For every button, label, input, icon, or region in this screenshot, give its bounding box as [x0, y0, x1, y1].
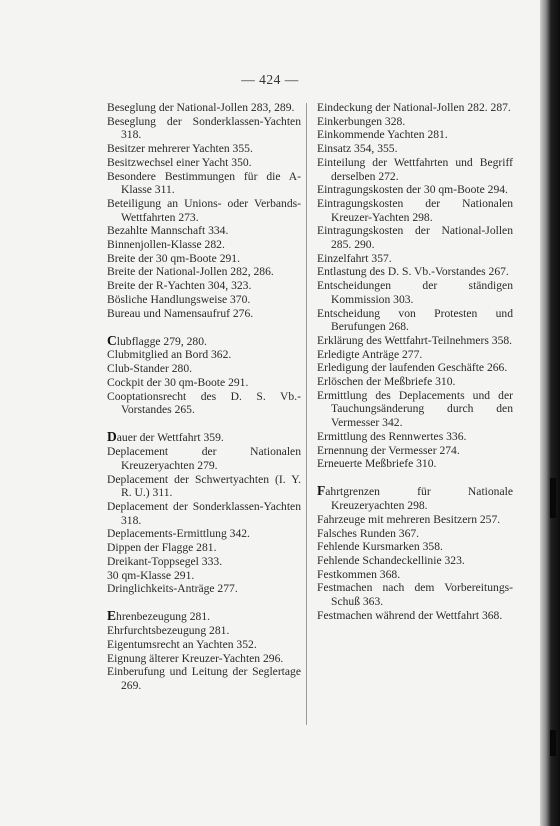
index-entry-text: Dippen der Flagge 281.	[107, 541, 217, 555]
index-entry	[317, 444, 513, 458]
index-entry-text: Ermittlung des Rennwertes 336.	[317, 429, 467, 443]
index-entry	[107, 362, 301, 376]
index-entry	[317, 348, 513, 362]
index-entry-text: Besitzer mehrerer Yachten 355.	[107, 142, 253, 156]
column-divider	[306, 103, 307, 725]
index-entry	[107, 156, 301, 170]
index-entry-text: Erklärung des Wettfahrt-Teilnehmers 358.	[317, 333, 513, 347]
index-entry-text: Beseglung der National-Jollen 283, 289.	[107, 101, 295, 114]
index-entry	[107, 224, 301, 238]
index-entry-text: Bösliche Handlungsweise 370.	[107, 292, 251, 306]
index-entry-text: Fehlende Schandeckellinie 323.	[317, 554, 465, 567]
index-entry	[107, 334, 301, 349]
index-entry-text: Ehrfurchtsbezeugung 281.	[107, 624, 230, 638]
index-entry	[107, 390, 301, 417]
index-entry-text: Festkommen 368.	[317, 567, 401, 581]
index-entry-text: Einzelfahrt 357.	[317, 251, 392, 265]
index-entry	[317, 101, 513, 115]
index-entry	[107, 238, 301, 252]
index-entry-text: Deplacement der Schwertyachten (I. Y. R. U.) 311.	[107, 472, 301, 500]
index-entry	[317, 115, 513, 129]
index-entry-text: Einberufung und Leitung der Seglertage 269.	[107, 665, 301, 692]
index-entry	[317, 527, 513, 541]
index-entry-text: Bureau und Namensaufruf 276.	[107, 306, 254, 320]
index-entry-text: Einkerbungen 328.	[317, 114, 406, 128]
index-entry-text: Besitzwechsel einer Yacht 350.	[107, 155, 252, 169]
section-initial: F	[317, 483, 326, 499]
index-entry-text: Beseglung der Sonderklassen-Yachten 318.	[107, 114, 301, 142]
index-entry	[317, 334, 513, 348]
index-entry	[107, 265, 301, 279]
book-edge-shadow	[540, 0, 560, 826]
index-entry	[107, 445, 301, 472]
index-entry-text: Eintragungskosten der Nationalen Kreuzer-Yachten 298.	[317, 196, 513, 224]
index-entry-text: Erlöschen der Meßbriefe 310.	[317, 375, 456, 389]
index-entry	[107, 430, 301, 445]
index-entry	[317, 307, 513, 334]
index-entry	[107, 115, 301, 142]
index-entry	[107, 376, 301, 390]
index-entry	[107, 555, 301, 569]
index-entry	[107, 638, 301, 652]
index-entry	[107, 652, 301, 666]
index-entry-text: Eigentumsrecht an Yachten 352.	[107, 637, 257, 651]
index-entry	[107, 101, 301, 115]
index-entry	[317, 142, 513, 156]
index-entry	[107, 665, 301, 692]
index-entry	[107, 500, 301, 527]
index-entry-text: Einsatz 354, 355.	[317, 142, 398, 156]
index-entry	[107, 252, 301, 266]
section-initial: C	[107, 332, 117, 348]
index-entry-text: Deplacements-Ermittlung 342.	[107, 527, 250, 541]
index-entry	[107, 279, 301, 293]
index-entry	[317, 252, 513, 266]
index-entry-text: Ernennung der Vermesser 274.	[317, 443, 460, 457]
index-entry	[317, 568, 513, 582]
index-entry-text: 30 qm-Klasse 291.	[107, 568, 195, 582]
index-entry-text: Breite der National-Jollen 282, 286.	[107, 265, 274, 279]
index-entry	[317, 197, 513, 224]
index-entry	[107, 609, 301, 624]
index-entry-text: Fehlende Kursmarken 358.	[317, 540, 443, 554]
index-entry	[107, 527, 301, 541]
index-entry-text: hrenbezeugung 281.	[116, 610, 211, 624]
index-entry	[107, 142, 301, 156]
index-entry-text: Dreikant-Toppsegel 333.	[107, 554, 223, 568]
index-entry	[317, 430, 513, 444]
index-entry-text: ahrtgrenzen für Nationale Kreuzeryachten 298.	[325, 485, 513, 513]
index-entry-text: Cooptationsrecht des D. S. Vb.-Vorstandes 265.	[107, 389, 301, 417]
index-entry	[107, 170, 301, 197]
index-entry-text: Ermittlung des Deplacements und der Tauchungsänderung durch den Vermesser 342.	[317, 388, 513, 430]
index-entry-text: Eignung älterer Kreuzer-Yachten 296.	[107, 651, 284, 665]
section-gap	[107, 320, 301, 334]
thumb-index-mark	[550, 730, 556, 756]
index-entry-text: Club-Stander 280.	[107, 362, 193, 376]
section-initial: E	[107, 608, 117, 624]
page-number: — 424 —	[241, 72, 299, 87]
index-entry	[317, 554, 513, 568]
index-entry-text: Eintragungskosten der 30 qm-Boote 294.	[317, 183, 508, 197]
index-entry-text: Fahrzeuge mit mehreren Besitzern 257.	[317, 512, 501, 526]
index-entry-text: Beteiligung an Unions- oder Verbands-Wettfahrten 273.	[107, 196, 301, 224]
index-entry	[317, 128, 513, 142]
index-entry-text: Binnenjollen-Klasse 282.	[107, 238, 225, 252]
index-entry	[317, 375, 513, 389]
index-entry-text: Clubmitglied an Bord 362.	[107, 348, 232, 362]
index-entry-text: Breite der R-Yachten 304, 323.	[107, 279, 252, 293]
index-entry-text: Festmachen während der Wettfahrt 368.	[317, 608, 503, 622]
index-entry-text: Besondere Bestimmungen für die A-Klasse 311.	[107, 169, 301, 197]
section-gap	[107, 417, 301, 431]
index-entry-text: Deplacement der Nationalen Kreuzeryachten 279.	[107, 445, 301, 472]
index-entry-text: Falsches Runden 367.	[317, 526, 420, 540]
index-entry-text: Erledigung der laufenden Geschäfte 266.	[317, 361, 508, 375]
index-entry-text: lubflagge 279, 280.	[116, 334, 207, 348]
index-entry-text: Breite der 30 qm-Boote 291.	[107, 251, 240, 265]
index-entry-text: Dringlichkeits-Anträge 277.	[107, 582, 238, 596]
index-entry-text: Erledigte Anträge 277.	[317, 347, 423, 361]
index-entry	[317, 265, 513, 279]
index-entry	[317, 224, 513, 251]
index-entry	[317, 279, 513, 306]
index-entry	[107, 541, 301, 555]
index-entry-text: Festmachen nach dem Vorbereitungs-Schuß 363.	[317, 581, 513, 609]
index-entry	[107, 624, 301, 638]
index-entry-text: Entlastung des D. S. Vb.-Vorstandes 267.	[317, 265, 509, 279]
thumb-index-mark	[550, 478, 556, 518]
index-entry	[107, 582, 301, 596]
index-entry-text: Entscheidung von Protesten und Berufungen 268.	[317, 306, 513, 334]
index-entry	[317, 513, 513, 527]
index-entry-text: Einteilung der Wettfahrten und Begriff derselben 272.	[317, 155, 513, 183]
section-gap	[107, 596, 301, 610]
index-entry	[107, 348, 301, 362]
index-entry-text: Entscheidungen der ständigen Kommission 303.	[317, 279, 513, 306]
index-entry	[317, 361, 513, 375]
index-entry-text: Cockpit der 30 qm-Boote 291.	[107, 375, 249, 389]
index-entry	[107, 307, 301, 321]
section-gap	[317, 471, 513, 485]
index-entry-text: Eintragungskosten der National-Jollen 285. 290.	[317, 224, 513, 252]
index-entry-text: Bezahlte Mannschaft 334.	[107, 224, 229, 238]
index-entry	[107, 293, 301, 307]
index-entry	[317, 581, 513, 608]
index-entry	[317, 484, 513, 512]
index-entry-text: Einkommende Yachten 281.	[317, 128, 448, 142]
index-entry	[317, 457, 513, 471]
index-entry-text: auer der Wettfahrt 359.	[116, 431, 224, 445]
index-entry-text: Deplacement der Sonderklassen-Yachten 318.	[107, 499, 301, 527]
index-entry	[107, 473, 301, 500]
index-entry	[317, 609, 513, 623]
index-entry	[317, 183, 513, 197]
index-column-right	[317, 101, 513, 623]
index-entry-text: Erneuerte Meßbriefe 310.	[317, 457, 437, 471]
index-entry	[107, 197, 301, 224]
index-column-left	[107, 101, 301, 693]
index-entry	[317, 156, 513, 183]
index-entry	[317, 540, 513, 554]
index-entry	[317, 389, 513, 430]
section-initial: D	[107, 429, 117, 445]
index-entry-text: Eindeckung der National-Jollen 282. 287.	[317, 101, 511, 114]
index-entry	[107, 569, 301, 583]
